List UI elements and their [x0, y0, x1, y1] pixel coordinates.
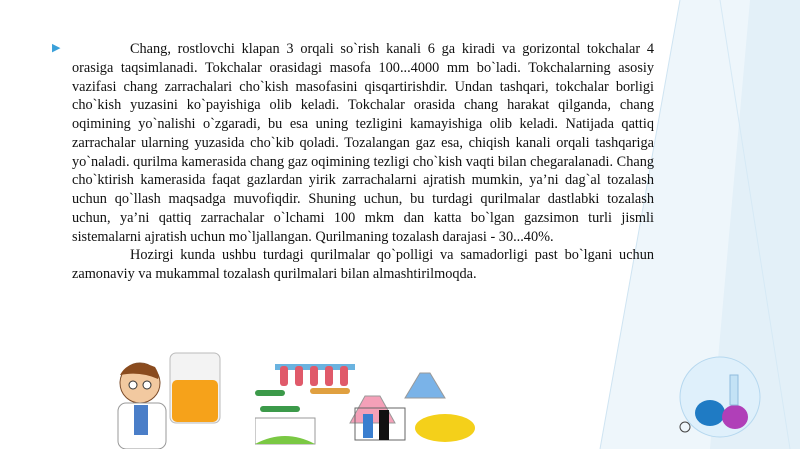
paragraph-1: Chang, rostlovchi klapan 3 orqali so`rish kanali 6 ga kiradi va gorizontal tokchalar 4 orasiga taqsimlanadi. Tokchalar orasidagi masofa 100...4000 mm bo`ladi. Tokchalarning asosiy vazifasi chang zarrachalari cho`kish masofasini qisqartirishdir. Undan tashqari, tokchalar borligi cho`kish yuzasini ko`payishiga olib keladi. Tokchalar orasida chang harakat qilganda, chang oqimining yo`nalishi o`zgaradi, bu esa uning tezligini kamayishiga olib keladi. Natijada qattiq zarrachalar ularning yuzasida cho`kib qoladi. Tozalangan gaz esa, chiqish kanali orqali tashqariga yo`naladi. qurilma kamerasida chang gaz oqimining tezligi cho`kish vaqti bilan chegaralanadi. Chang cho`ktirish kamerasida faqat gazlardan yirik zarrachalarni ajratish mumkin, ya’ni dag`al tozalash uchun qo`llash maqsadga muvofiqdir. Shuning uchun, bu turdagi qurilmalar dastlabki tozalash uchun, ya’ni qattiq zarrachalar o`lchami 100 mkm dan katta bo`lgan gazsimon turli jismli sistemalarni ajratish uchun mo`ljallangan. Qurilmaning tozalash darajasi - 30...40%. — [72, 41, 654, 245]
slide-body — [72, 40, 654, 284]
paragraph-2: Hozirgi kunda ushbu turdagi qurilmalar qo`polligi va samadorligi past bo`lgani uchun zamonaviy va mukammal tozalash qurilmalari bilan almashtirilmoqda. — [72, 247, 654, 282]
triangle-bullet-icon: ▶ — [52, 42, 61, 54]
scientist-with-flask-illustration — [100, 345, 250, 449]
chemistry-glassware-circle-illustration — [675, 355, 765, 440]
laboratory-equipment-illustration — [255, 358, 485, 446]
